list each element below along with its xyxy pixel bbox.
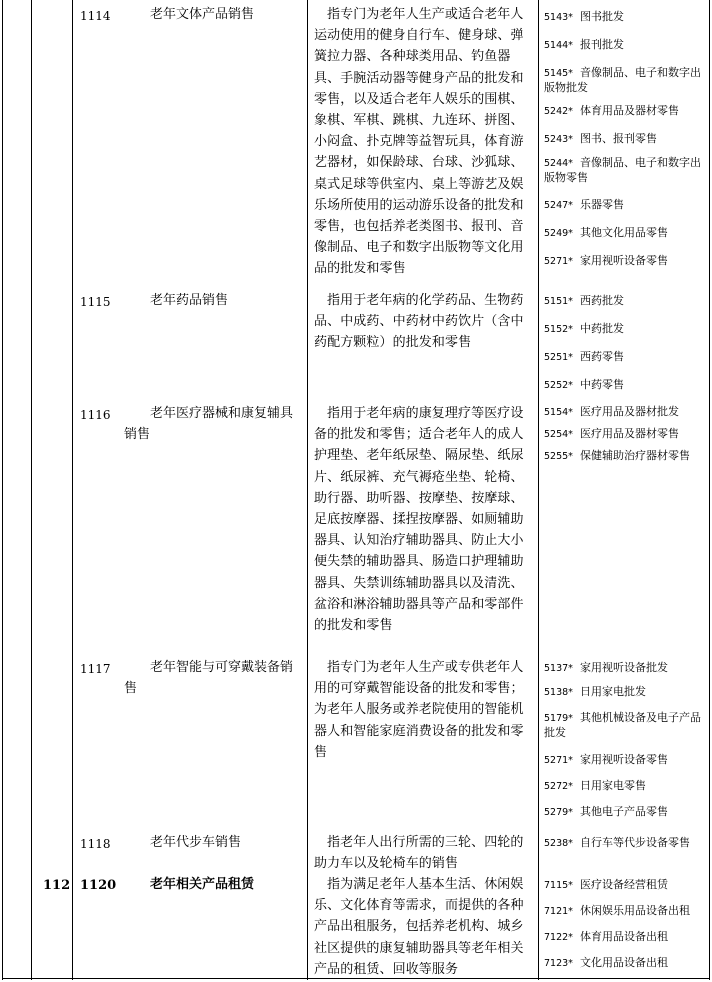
row-description: 指用于老年病的化学药品、生物药品、中成药、中药材中药饮片（含中药配方颗粒）的批发和零售 xyxy=(314,293,524,351)
ref-list xyxy=(544,10,708,282)
ref-list xyxy=(544,836,708,858)
row-code: 1120 xyxy=(80,878,117,893)
ref-item: 5255* 保健辅助治疗器材零售 xyxy=(544,449,690,462)
row-code: 1116 xyxy=(80,408,111,422)
row-name: 老年智能与可穿戴装备销售 xyxy=(124,660,294,696)
row-code: 1114 xyxy=(80,9,111,23)
row-name: 老年药品销售 xyxy=(150,293,229,308)
ref-list xyxy=(544,294,708,406)
ref-list xyxy=(544,661,708,831)
table-border-right xyxy=(709,0,710,980)
ref-list xyxy=(544,405,708,471)
row-code: 1118 xyxy=(80,837,111,851)
ref-item: 5151* 西药批发 xyxy=(544,294,624,307)
ref-item: 5279* 其他电子产品零售 xyxy=(544,805,668,818)
ref-list xyxy=(544,878,708,982)
column-divider xyxy=(72,0,73,980)
row-description: 指老年人出行所需的三轮、四轮的助力车以及轮椅车的销售 xyxy=(314,835,524,872)
ref-item: 5242* 体育用品及器材零售 xyxy=(544,104,679,117)
ref-item: 5243* 图书、报刊零售 xyxy=(544,132,657,145)
ref-item: 5252* 中药零售 xyxy=(544,378,624,391)
row-mid-code: 112 xyxy=(43,878,71,893)
column-divider xyxy=(538,0,539,980)
row-name: 老年文体产品销售 xyxy=(150,7,255,22)
ref-item: 5238* 自行车等代步设备零售 xyxy=(544,836,690,849)
row-code: 1115 xyxy=(80,295,111,309)
ref-item: 5144* 报刊批发 xyxy=(544,38,624,51)
ref-item: 5154* 医疗用品及器材批发 xyxy=(544,405,679,418)
ref-item: 5247* 乐器零售 xyxy=(544,198,624,211)
row-name: 老年相关产品租赁 xyxy=(150,877,255,892)
ref-item: 7123* 文化用品设备出租 xyxy=(544,956,668,969)
row-description: 指为满足老年人基本生活、休闲娱乐、文化体育等需求，而提供的各种产品出租服务，包括养老机构、城乡社区提供的康复辅助器具等老年相关产品的租赁、回收等服务 xyxy=(314,877,524,977)
ref-item: 5152* 中药批发 xyxy=(544,322,624,335)
ref-item: 5138* 日用家电批发 xyxy=(544,685,646,698)
row-name: 老年代步车销售 xyxy=(150,835,242,850)
column-divider xyxy=(31,0,32,980)
ref-item: 5137* 家用视听设备批发 xyxy=(544,661,668,674)
ref-item: 5251* 西药零售 xyxy=(544,350,624,363)
row-description: 指用于老年病的康复理疗等医疗设备的批发和零售；适合老年人的成人护理垫、老年纸尿垫、隔尿垫、纸尿片、纸尿裤、充气褥疮坐垫、轮椅、助行器、助听器、按摩垫、按摩球、足底按摩器、揉捏按摩器、如厕辅助器具、认知治疗辅助器具、防止大小便失禁的辅助器具、肠造口护理辅助器具、失禁训练辅助器具以及清洗、盆浴和淋浴辅助器具等产品和零部件的批发和零售 xyxy=(314,406,524,634)
ref-item: 5244* 音像制品、电子和数字出版物零售 xyxy=(544,156,701,184)
row-code: 1117 xyxy=(80,662,111,676)
ref-item: 5272* 日用家电零售 xyxy=(544,779,646,792)
table-border-left xyxy=(2,0,3,980)
column-divider xyxy=(307,0,308,980)
ref-item: 5143* 图书批发 xyxy=(544,10,624,23)
ref-item: 5249* 其他文化用品零售 xyxy=(544,226,668,239)
row-description: 指专门为老年人生产或适合老年人运动使用的健身自行车、健身球、弹簧拉力器、各种球类用品、钓鱼器具、手腕活动器等健身产品的批发和零售，以及适合老年人娱乐的围棋、象棋、军棋、跳棋、九连环、拼图、小闷盒、扑克牌等益智玩具，体育游艺器材，如保龄球、台球、沙狐球、桌式足球等供室内、桌上等游艺及娱乐场所使用的运动游乐设备的批发和零售，也包括养老类图书、报刊、音像制品、电子和数字出版物等文化用品的批发和零售 xyxy=(314,7,524,277)
row-description: 指专门为老年人生产或专供老年人用的可穿戴智能设备的批发和零售；为老年人服务或养老院使用的智能机器人和智能家庭消费设备的批发和零售 xyxy=(314,660,524,760)
ref-item: 5145* 音像制品、电子和数字出版物批发 xyxy=(544,66,701,94)
ref-item: 7121* 休闲娱乐用品设备出租 xyxy=(544,904,690,917)
ref-item: 5271* 家用视听设备零售 xyxy=(544,753,668,766)
ref-item: 5179* 其他机械设备及电子产品批发 xyxy=(544,711,701,739)
ref-item: 7122* 体育用品设备出租 xyxy=(544,930,668,943)
ref-item: 5254* 医疗用品及器材零售 xyxy=(544,427,679,440)
ref-item: 7115* 医疗设备经营租赁 xyxy=(544,878,668,891)
ref-item: 5271* 家用视听设备零售 xyxy=(544,254,668,267)
row-name: 老年医疗器械和康复辅具销售 xyxy=(124,406,294,442)
